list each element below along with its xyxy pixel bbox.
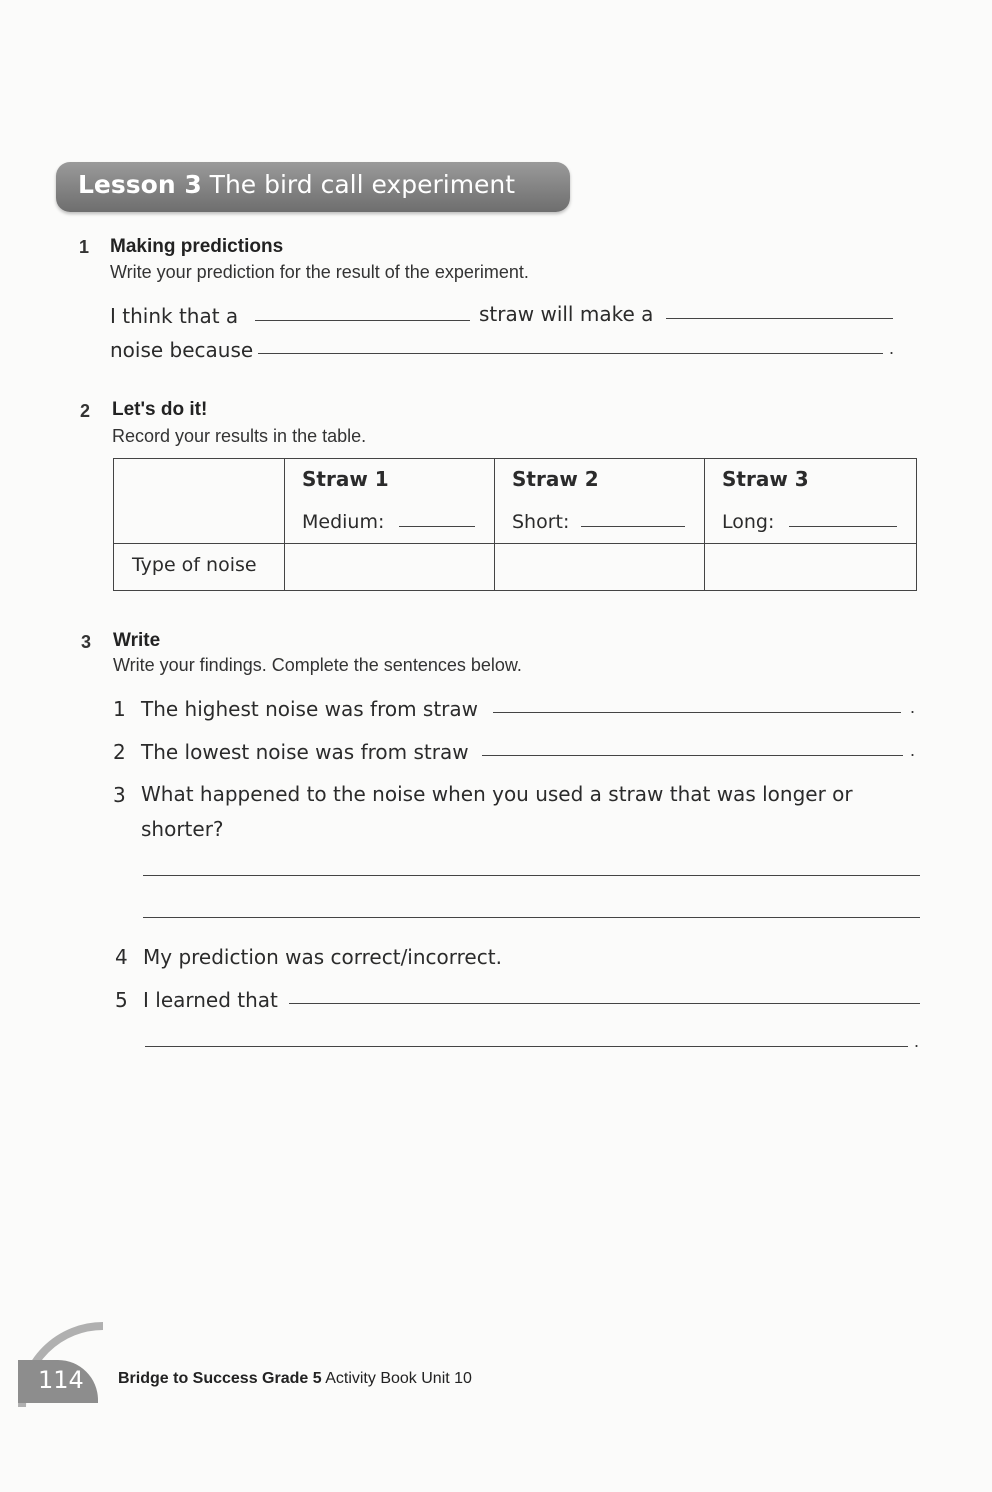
item-1-text: The highest noise was from straw (141, 697, 479, 721)
prediction-blank-straw[interactable] (255, 320, 470, 321)
lesson-number: Lesson 3 (78, 170, 202, 199)
straw-1-noise-cell[interactable] (285, 544, 495, 591)
straw-1-length-blank[interactable] (399, 526, 475, 527)
table-corner-cell (114, 459, 285, 544)
straw-1-header (285, 459, 495, 544)
book-subtitle: Activity Book Unit 10 (325, 1370, 472, 1387)
straw-3-length-blank[interactable] (789, 526, 897, 527)
item-3-number: 3 (113, 783, 126, 807)
section-1-title: Making predictions (110, 236, 284, 257)
item-3-answer-line-1[interactable] (143, 875, 920, 876)
prediction-text-2: straw will make a (479, 302, 654, 326)
type-of-noise-cell (114, 544, 285, 591)
straw-3-header (705, 459, 917, 544)
section-1-number: 1 (79, 237, 90, 257)
straw-3-title: Straw 3 (722, 467, 809, 491)
lesson-name: The bird call experiment (209, 170, 516, 199)
footer-arc-decoration (18, 1322, 188, 1492)
item-5-answer-line[interactable] (145, 1046, 908, 1047)
item-1-blank[interactable] (493, 712, 901, 713)
straw-2-length-blank[interactable] (581, 526, 685, 527)
results-table (113, 458, 917, 591)
table-row (114, 544, 917, 591)
straw-1-label: Medium: (302, 511, 385, 533)
straw-2-title: Straw 2 (512, 467, 599, 491)
straw-1-title: Straw 1 (302, 467, 389, 491)
section-3-number: 3 (81, 632, 92, 652)
footer-book-title (118, 1370, 472, 1388)
section-2-number: 2 (80, 401, 91, 421)
book-title: Bridge to Success Grade 5 (118, 1370, 322, 1387)
item-3-answer-line-2[interactable] (143, 917, 920, 918)
prediction-blank-noise[interactable] (666, 318, 893, 319)
item-5-text: I learned that (143, 988, 278, 1012)
period: . (910, 697, 916, 717)
type-of-noise-label: Type of noise (132, 554, 257, 576)
section-2-instruction: Record your results in the table. (112, 426, 367, 446)
item-5-number: 5 (115, 988, 128, 1012)
table-header-row (114, 459, 917, 544)
prediction-blank-reason[interactable] (258, 353, 883, 354)
item-5-blank[interactable] (289, 1003, 920, 1004)
item-2-text: The lowest noise was from straw (141, 740, 469, 764)
prediction-text-1: I think that a (110, 304, 239, 328)
straw-3-label: Long: (722, 511, 775, 533)
item-4-number: 4 (115, 945, 128, 969)
section-1-instruction: Write your prediction for the result of the experiment. (110, 262, 529, 282)
page-number: 114 (38, 1366, 84, 1394)
item-3-text: What happened to the noise when you used a straw that was longer or (141, 782, 853, 806)
item-1-number: 1 (113, 697, 126, 721)
lesson-title (78, 170, 515, 199)
straw-3-noise-cell[interactable] (705, 544, 917, 591)
lesson-banner (56, 162, 570, 212)
item-2-blank[interactable] (482, 755, 903, 756)
straw-2-header (495, 459, 705, 544)
period: . (910, 740, 916, 760)
section-3-instruction: Write your findings. Complete the sentences below. (113, 655, 522, 675)
prediction-text-3: noise because (110, 338, 254, 362)
period: . (889, 338, 895, 358)
straw-2-label: Short: (512, 511, 570, 533)
section-2-title: Let's do it! (112, 399, 208, 420)
item-3-text-cont: shorter? (141, 817, 224, 841)
period: . (914, 1031, 920, 1051)
item-2-number: 2 (113, 740, 126, 764)
straw-2-noise-cell[interactable] (495, 544, 705, 591)
item-4-text: My prediction was correct/incorrect. (143, 945, 502, 969)
section-3-title: Write (113, 630, 161, 651)
